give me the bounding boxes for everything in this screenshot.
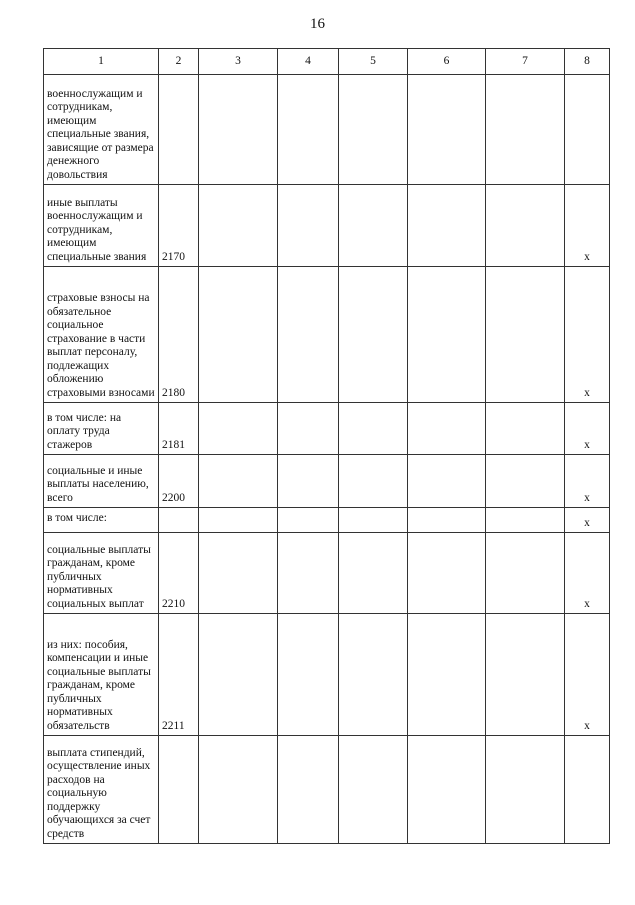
- table-cell: [339, 267, 408, 403]
- table-cell: [486, 736, 565, 844]
- table-row: [44, 736, 610, 844]
- row-mark: х: [565, 508, 610, 533]
- table-cell: [199, 455, 278, 508]
- table-cell: [408, 614, 486, 736]
- table-cell: [408, 267, 486, 403]
- table-cell: [408, 455, 486, 508]
- table-cell: [278, 75, 339, 185]
- table-cell: [408, 533, 486, 614]
- table-cell: [278, 267, 339, 403]
- row-label: в том числе: на оплату труда стажеров: [44, 403, 159, 455]
- row-mark: [565, 736, 610, 844]
- row-label: военнослужащим и сотрудникам, имеющим специальные звания, зависящие от размера денежного довольствия: [44, 75, 159, 185]
- table-cell: [278, 185, 339, 267]
- column-header: 1: [44, 49, 159, 75]
- table-cell: [339, 455, 408, 508]
- row-label: выплата стипендий, осуществление иных расходов на социальную поддержку обучающихся за счет средств: [44, 736, 159, 844]
- table-cell: [199, 736, 278, 844]
- row-label: иные выплаты военнослужащим и сотрудникам, имеющим специальные звания: [44, 185, 159, 267]
- header-row: [44, 49, 610, 75]
- table-row: [44, 533, 610, 614]
- row-mark: х: [565, 267, 610, 403]
- column-header: 3: [199, 49, 278, 75]
- table-row: [44, 267, 610, 403]
- row-mark: х: [565, 185, 610, 267]
- table-cell: [408, 736, 486, 844]
- table-cell: [199, 403, 278, 455]
- column-header: 5: [339, 49, 408, 75]
- row-mark: х: [565, 614, 610, 736]
- column-header: 6: [408, 49, 486, 75]
- row-code: 2180: [159, 267, 199, 403]
- table-cell: [408, 185, 486, 267]
- table-cell: [199, 533, 278, 614]
- row-code: 2200: [159, 455, 199, 508]
- table-cell: [278, 508, 339, 533]
- table-cell: [486, 455, 565, 508]
- table-row: [44, 403, 610, 455]
- row-mark: х: [565, 403, 610, 455]
- table-cell: [408, 75, 486, 185]
- row-code: [159, 75, 199, 185]
- table-cell: [278, 736, 339, 844]
- table-cell: [339, 403, 408, 455]
- table-cell: [199, 267, 278, 403]
- table-row: [44, 455, 610, 508]
- row-label: страховые взносы на обязательное социальное страхование в части выплат персоналу, подлежащих обложению страховыми взносами: [44, 267, 159, 403]
- table-cell: [339, 533, 408, 614]
- row-label: из них: пособия, компенсации и иные социальные выплаты гражданам, кроме публичных нормативных обязательств: [44, 614, 159, 736]
- table-row: [44, 185, 610, 267]
- table-cell: [278, 533, 339, 614]
- report-table: [43, 48, 610, 844]
- row-code: 2181: [159, 403, 199, 455]
- row-label: в том числе:: [44, 508, 159, 533]
- row-mark: х: [565, 533, 610, 614]
- table-cell: [408, 403, 486, 455]
- table-cell: [408, 508, 486, 533]
- table-cell: [199, 508, 278, 533]
- column-header: 8: [565, 49, 610, 75]
- table-cell: [199, 75, 278, 185]
- table-cell: [339, 736, 408, 844]
- column-header: 2: [159, 49, 199, 75]
- table-row: [44, 614, 610, 736]
- row-label: социальные и иные выплаты населению, всего: [44, 455, 159, 508]
- table-cell: [339, 508, 408, 533]
- table-cell: [199, 614, 278, 736]
- table-cell: [339, 185, 408, 267]
- row-code: [159, 508, 199, 533]
- table-cell: [486, 75, 565, 185]
- table-cell: [199, 185, 278, 267]
- row-mark: х: [565, 455, 610, 508]
- table-row: [44, 75, 610, 185]
- table-cell: [486, 185, 565, 267]
- row-code: 2210: [159, 533, 199, 614]
- table-cell: [339, 614, 408, 736]
- table-row: [44, 508, 610, 533]
- row-code: 2170: [159, 185, 199, 267]
- page-number: 16: [310, 16, 325, 32]
- table-cell: [486, 508, 565, 533]
- table-cell: [486, 267, 565, 403]
- table-cell: [278, 614, 339, 736]
- row-mark: [565, 75, 610, 185]
- column-header: 4: [278, 49, 339, 75]
- table-cell: [486, 403, 565, 455]
- table-cell: [278, 403, 339, 455]
- row-code: [159, 736, 199, 844]
- column-header: 7: [486, 49, 565, 75]
- table-cell: [486, 614, 565, 736]
- table-cell: [486, 533, 565, 614]
- table-cell: [339, 75, 408, 185]
- row-label: социальные выплаты гражданам, кроме публичных нормативных социальных выплат: [44, 533, 159, 614]
- row-code: 2211: [159, 614, 199, 736]
- table-cell: [278, 455, 339, 508]
